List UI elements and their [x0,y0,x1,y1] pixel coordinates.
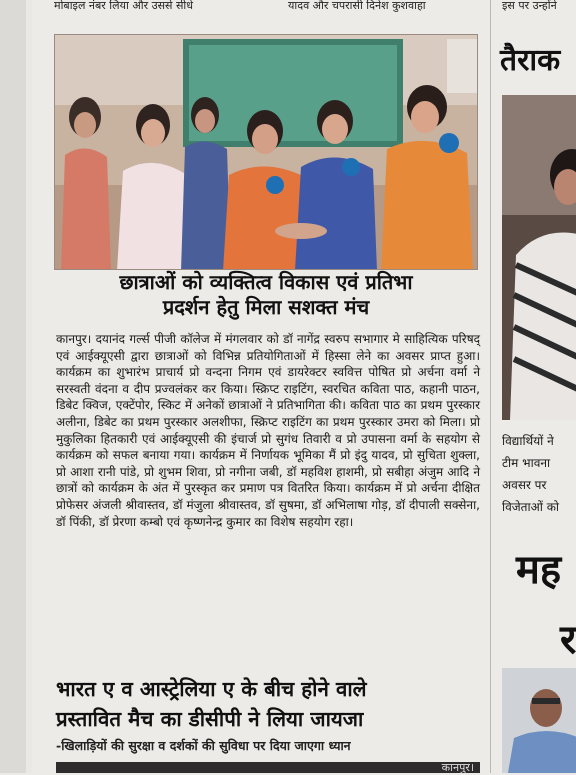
right-column-photo-2 [502,668,576,773]
page-gutter-shadow [26,0,32,773]
main-headline [50,270,482,320]
second-headline [56,674,480,734]
official-photo-illustration [502,668,576,773]
column-rule [490,0,491,773]
right-column-headline-2: मह [516,547,562,593]
student-photo-illustration [502,95,576,420]
second-headline-line2: प्रस्तावित मैच का डीसीपी ने लिया जायजा [56,707,364,731]
main-headline-line2: प्रदर्शन हेतु मिला सशक्त मंच [162,295,370,319]
top-strip-middle: यादव और चपरासी दिनेश कुशवाहा [288,0,426,12]
page-gutter [0,0,26,773]
right-column-photo [502,95,576,420]
second-subheadline: -खिलाड़ियों की सुरक्षा व दर्शकों की सुविधा पर दिया जाएगा ध्यान [56,738,351,753]
right-column-line: अवसर पर [502,478,547,492]
second-headline-line1: भारत ए व आस्ट्रेलिया ए के बीच होने वाले [56,677,367,701]
right-column-line: विजेताओं को [502,500,560,514]
right-column-headline: तैराक [500,43,561,78]
right-column-headline-3: र [560,617,576,663]
right-column-line: टीम भावना [502,456,551,470]
second-article-photo-strip [56,762,480,773]
main-headline-line1: छात्राओं को व्यक्तित्व विकास एवं प्रतिभा [119,270,413,294]
right-column-text [502,430,576,518]
main-article-body: कानपुर। दयानंद गर्ल्स पीजी कॉलेज में मंगलवार को डॉ नागेंद्र स्वरुप सभागार मे साहित्यिक परिषद् एवं आईक्यूएसी द्वारा छात्राओं को विभिन्न प्रतियोगिताओं में हिस्सा लेने का अवसर प्राप्त हुआ। कार्यक्रम का शुभारंभ प्राचार्य प्रो वन्दना निगम एवं डायरेक्टर स्ववित्त पोषित प्रो अर्चना वर्मा ने सरस्वती वंदना व दीप प्रज्वलंकर कर किया। स्क्रिप्ट राइटिंग, स्वरचित कविता पाठ, कहानी पाठन, डिबेट क्विज, एक्टेंपोर, स्किट में अनेकों छात्राओं ने प्रतिभागिता की। कविता पाठ का प्रथम पुरस्कार अलीना, डिबेट का प्रथम पुरस्कार अलशीफा, स्क्रिप्ट राइटिंग का प्रथम पुरस्कार उमरा को मिला। प्रो मुकुलिका हितकारी एवं आईक्यूएसी की इंचार्ज प्रो सुगंध तिवारी व प्रो उपासना वर्मा के सहयोग से कार्यक्रम को सफल बनाया गया। कार्यक्रम में निर्णायक भूमिका मैं प्रो इंदु यादव, प्रो सुचिता शुक्ला, प्रो आशा रानी पांडे, प्रो शुभम शिवा, प्रो नगीना जबी, डॉ महविश हाशमी, प्रो सबीहा अंजुम आदि ने छात्रों को कार्यक्रम के अंत में पुरस्कृत कर प्रमाण पत्र वितरित किया। कार्यक्रम में प्रो अर्चना दीक्षित प्रोफेसर अंजली श्रीवास्तव, डॉ मंजुला श्रीवास्तव, डॉ सुषमा, डॉ अभिलाषा गोड़, डॉ दीपाली सक्सेना, डॉ पिंकी, डॉ प्रेरणा कम्बो एवं कृष्णनेन्द्र कुमार का विशेष सहयोग रहा। [56,332,480,529]
top-strip-right: इस पर उन्होंने [502,0,557,12]
top-strip-left: मोबाइल नंबर लिया और उससे सीधे [54,0,194,12]
right-column-line: विद्यार्थियों ने [502,434,554,448]
article-photo [54,34,478,270]
group-photo-illustration [55,35,478,270]
dateline: कानपुर। [441,761,474,774]
